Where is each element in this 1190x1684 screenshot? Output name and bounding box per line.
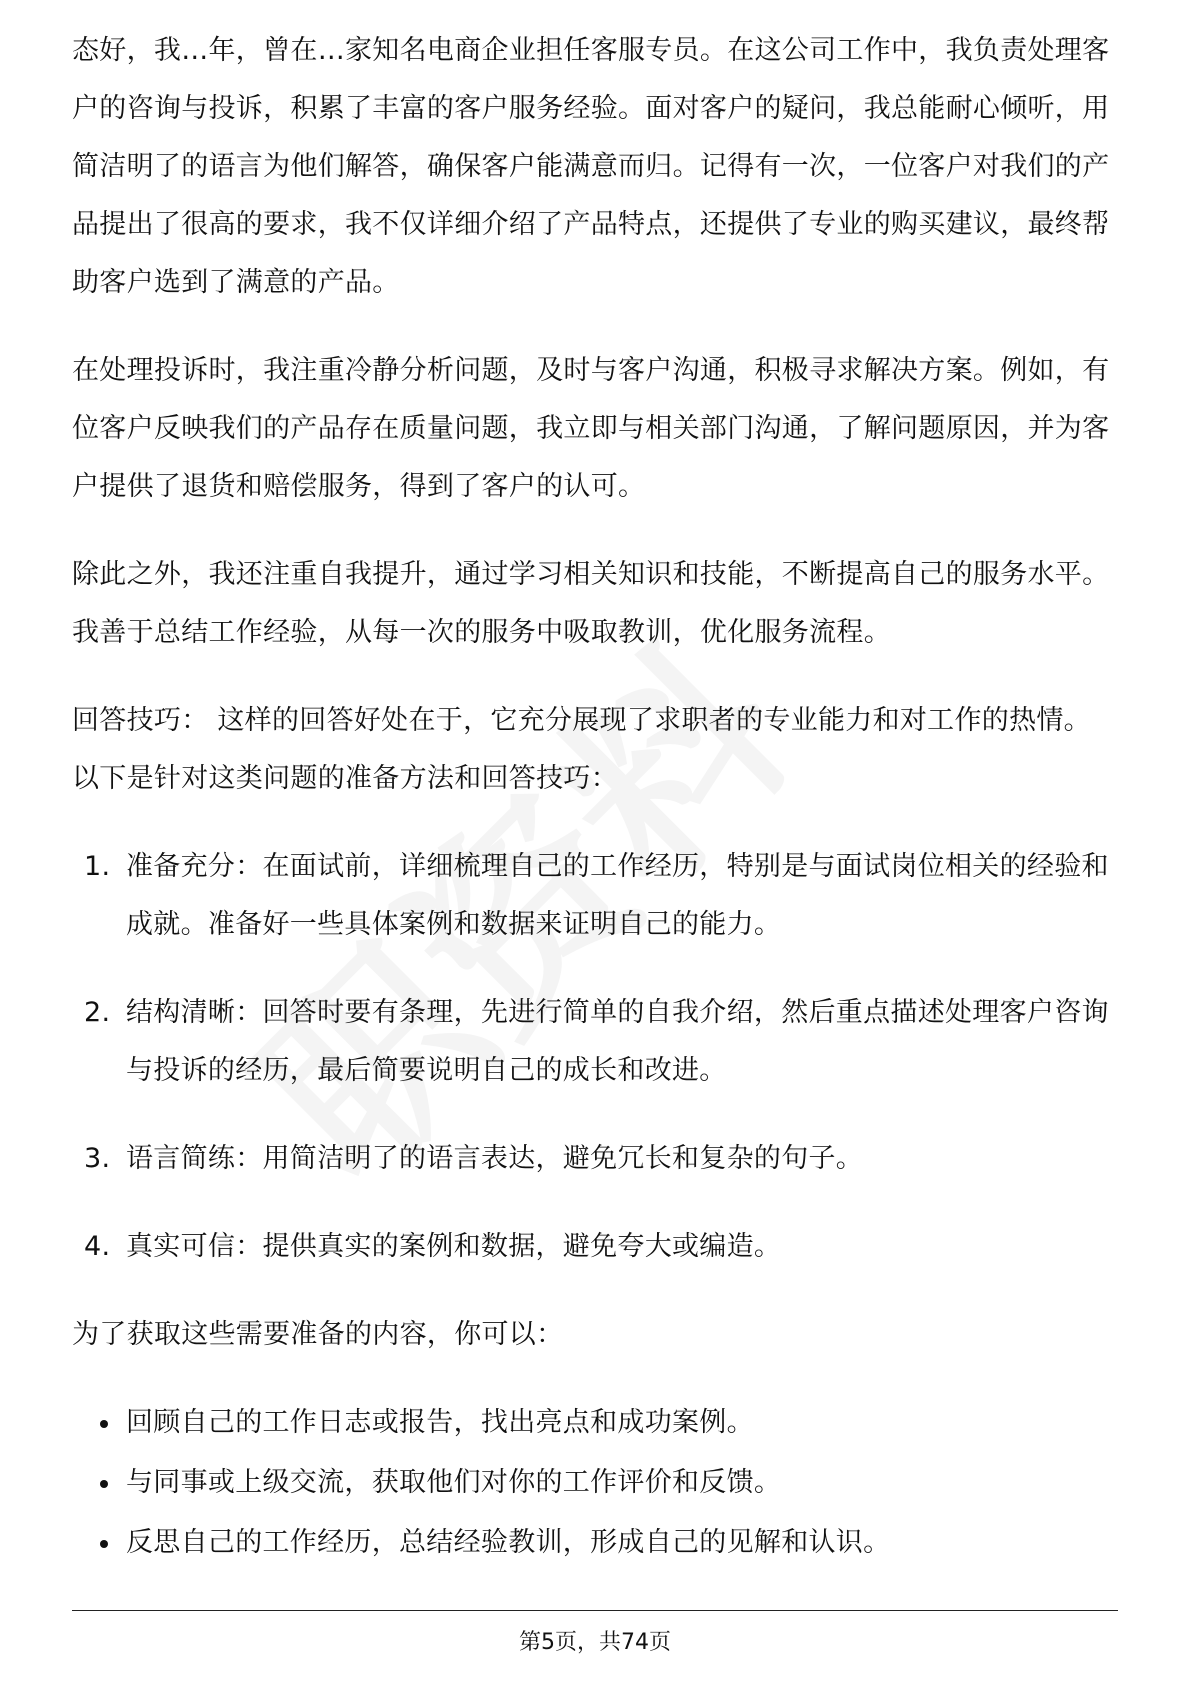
- list-item: [72, 1130, 1117, 1188]
- list-item-text: 真实可信：提供真实的案例和数据，避免夸大或编造。: [126, 1231, 782, 1262]
- list-item-text: 结构清晰：回答时要有条理，先进行简单的自我介绍，然后重点描述处理客户咨询与投诉的经历，最后简要说明自己的成长和改进。: [126, 997, 1109, 1086]
- tips-list: [72, 838, 1117, 1276]
- list-item-text: 反思自己的工作经历，总结经验教训，形成自己的见解和认识。: [126, 1527, 891, 1558]
- footer-divider: [72, 1610, 1118, 1611]
- paragraph-prep-intro: 为了获取这些需要准备的内容，你可以：: [72, 1319, 564, 1350]
- prep-bullet-list: [72, 1394, 1117, 1572]
- list-item: [72, 1394, 1117, 1452]
- list-number: 3.: [84, 1143, 111, 1174]
- paragraph-answer-tips: 回答技巧： 这样的回答好处在于，它充分展现了求职者的专业能力和对工作的热情。以下是针对这类问题的准备方法和回答技巧：: [72, 705, 1091, 794]
- list-item-text: 准备充分：在面试前，详细梳理自己的工作经历，特别是与面试岗位相关的经验和成就。准备好一些具体案例和数据来证明自己的能力。: [126, 851, 1109, 940]
- document-body: [72, 22, 1117, 1574]
- paragraph-self-improvement: 除此之外，我还注重自我提升，通过学习相关知识和技能，不断提高自己的服务水平。我善于总结工作经验，从每一次的服务中吸取教训，优化服务流程。: [72, 559, 1110, 648]
- paragraph-complaints: 在处理投诉时，我注重冷静分析问题，及时与客户沟通，积极寻求解决方案。例如，有位客户反映我们的产品存在质量问题，我立即与相关部门沟通，了解问题原因，并为客户提供了退货和赔偿服务，得到了客户的认可。: [72, 355, 1110, 502]
- list-number: 2.: [84, 997, 111, 1028]
- list-item: [72, 984, 1117, 1100]
- bullet-icon: [100, 1540, 108, 1548]
- list-item-text: 与同事或上级交流，获取他们对你的工作评价和反馈。: [126, 1467, 782, 1498]
- list-item: [72, 1514, 1117, 1572]
- list-item-text: 回顾自己的工作日志或报告，找出亮点和成功案例。: [126, 1407, 754, 1438]
- list-item: [72, 1454, 1117, 1512]
- list-item: [72, 1218, 1117, 1276]
- list-item-text: 语言简练：用简洁明了的语言表达，避免冗长和复杂的句子。: [126, 1143, 864, 1174]
- bullet-icon: [100, 1480, 108, 1488]
- bullet-icon: [100, 1420, 108, 1428]
- list-item: [72, 838, 1117, 954]
- list-number: 1.: [84, 851, 111, 882]
- paragraph-experience: 态好，我…年，曾在…家知名电商企业担任客服专员。在这公司工作中，我负责处理客户的咨询与投诉，积累了丰富的客户服务经验。面对客户的疑问，我总能耐心倾听，用简洁明了的语言为他们解答，确保客户能满意而归。记得有一次，一位客户对我们的产品提出了很高的要求，我不仅详细介绍了产品特点，还提供了专业的购买建议，最终帮助客户选到了满意的产品。: [72, 35, 1110, 298]
- page-number: 第5页，共74页: [519, 1630, 671, 1655]
- list-number: 4.: [84, 1231, 111, 1262]
